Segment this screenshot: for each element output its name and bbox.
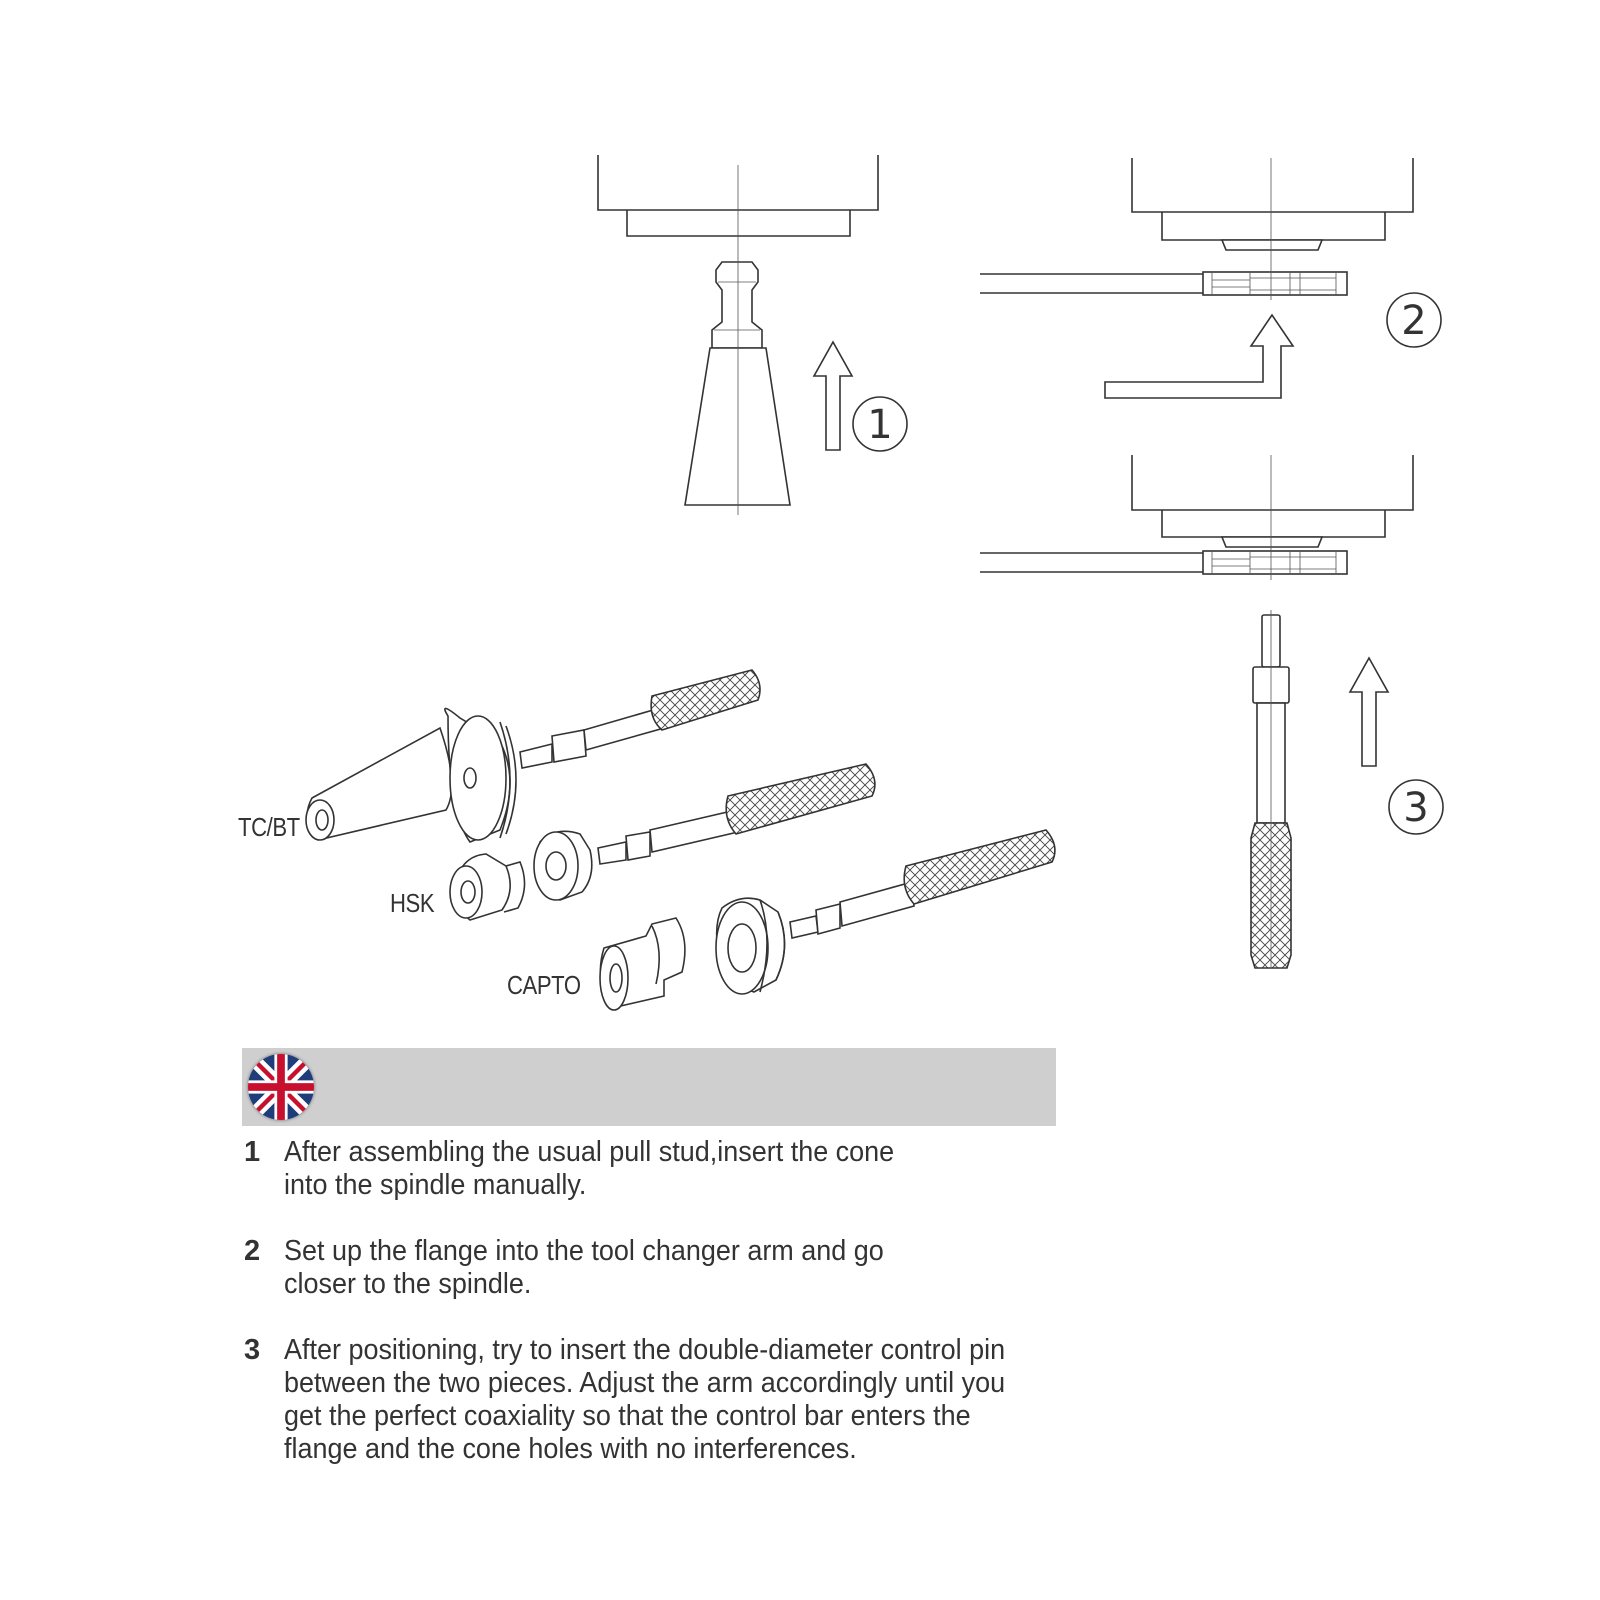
uk-flag-icon	[248, 1054, 314, 1120]
kit-hsk	[450, 764, 875, 920]
step-1-illustration	[598, 155, 907, 515]
step-marker-1	[853, 397, 907, 451]
kit-tc-bt	[306, 670, 760, 842]
tool-changer-arm-2	[980, 272, 1347, 295]
control-pin-vertical	[1251, 610, 1291, 968]
instruction-step-1	[244, 1136, 1074, 1202]
step-text: After assembling the usual pull stud,insert the cone into the spindle manually.	[284, 1136, 895, 1201]
language-banner	[242, 1048, 1056, 1126]
step-text: After positioning, try to insert the double-diameter control pin between the two pieces. Adjust the arm accordingly until you get the perfect coaxiality so that the control bar enters the flange and the cone holes with no interferences.	[284, 1334, 1006, 1465]
instruction-step-3	[244, 1334, 1074, 1466]
cone-1	[685, 262, 790, 505]
arrow-up-1	[814, 342, 852, 450]
label-capto: CAPTO	[507, 970, 581, 1000]
arrow-bent-2	[1105, 315, 1293, 398]
arrow-up-3	[1350, 658, 1388, 766]
label-hsk: HSK	[390, 888, 435, 918]
step-number: 1	[244, 1136, 261, 1168]
step-marker-2	[1387, 293, 1441, 347]
svg-text:3: 3	[1403, 785, 1429, 831]
svg-text:1: 1	[867, 402, 893, 448]
spindle-3	[1132, 455, 1413, 547]
instruction-list	[244, 1136, 1074, 1499]
step-marker-3	[1389, 780, 1443, 834]
tool-changer-arm-3	[980, 551, 1347, 574]
step-2-illustration	[980, 158, 1441, 398]
step-number: 3	[244, 1334, 261, 1366]
step-text: Set up the flange into the tool changer arm and go closer to the spindle.	[284, 1235, 884, 1300]
label-tc-bt: TC/BT	[238, 812, 300, 842]
instruction-step-2	[244, 1235, 1074, 1301]
step-number: 2	[244, 1235, 261, 1267]
svg-text:2: 2	[1401, 298, 1427, 344]
step-3-illustration	[980, 455, 1443, 968]
kit-capto	[600, 830, 1055, 1010]
spindle-2	[1132, 158, 1413, 250]
